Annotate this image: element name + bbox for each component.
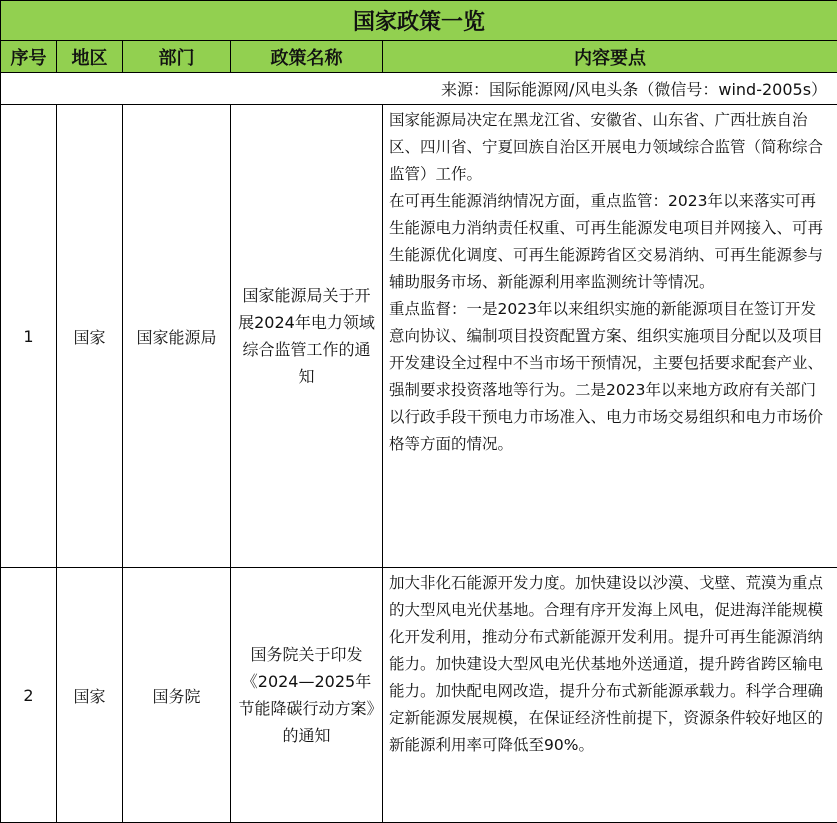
row-region: 国家 [57,568,123,823]
row-index: 2 [1,568,57,823]
header-region: 地区 [57,41,123,73]
header-department: 部门 [123,41,231,73]
row-region: 国家 [57,105,123,568]
header-content: 内容要点 [383,41,837,73]
row-content [383,568,837,823]
table-row [1,105,837,568]
table-title: 国家政策一览 [1,1,837,41]
row-policy-name: 国家能源局关于开展2024年电力领域综合监管工作的通知 [231,105,383,568]
row-index: 1 [1,105,57,568]
content-paragraph: 国家能源局决定在黑龙江省、安徽省、山东省、广西壮族自治区、四川省、宁夏回族自治区开展电力领域综合监管（简称综合监管）工作。 [389,107,831,188]
row-department: 国家能源局 [123,105,231,568]
content-paragraph: 重点监督：一是2023年以来组织实施的新能源项目在签订开发意向协议、编制项目投资配置方案、组织实施项目分配以及项目开发建设全过程中不当市场干预情况，主要包括要求配套产业、强制要求投资落地等行为。二是2023年以来地方政府有关部门以行政手段干预电力市场准入、电力市场交易组织和电力市场价格等方面的情况。 [389,296,831,458]
row-department: 国务院 [123,568,231,823]
header-row [1,41,837,73]
table-row [1,568,837,823]
row-policy-name: 国务院关于印发《2024—2025年节能降碳行动方案》的通知 [231,568,383,823]
row-content [383,105,837,568]
content-paragraph: 在可再生能源消纳情况方面，重点监管：2023年以来落实可再生能源电力消纳责任权重、可再生能源发电项目并网接入、可再生能源优化调度、可再生能源跨省区交易消纳、可再生能源参与辅助服务市场、新能源利用率监测统计等情况。 [389,188,831,296]
content-paragraph: 加大非化石能源开发力度。加快建设以沙漠、戈壁、荒漠为重点的大型风电光伏基地。合理有序开发海上风电，促进海洋能规模化开发利用，推动分布式新能源开发利用。提升可再生能源消纳能力。加快建设大型风电光伏基地外送通道，提升跨省跨区输电能力。加快配电网改造，提升分布式新能源承载力。科学合理确定新能源发展规模，在保证经济性前提下，资源条件较好地区的新能源利用率可降低至90%。 [389,570,831,759]
header-index: 序号 [1,41,57,73]
header-policy-name: 政策名称 [231,41,383,73]
title-row [1,1,837,41]
source-row [1,73,837,105]
source-note: 来源：国际能源网/风电头条（微信号：wind-2005s） [1,73,837,105]
